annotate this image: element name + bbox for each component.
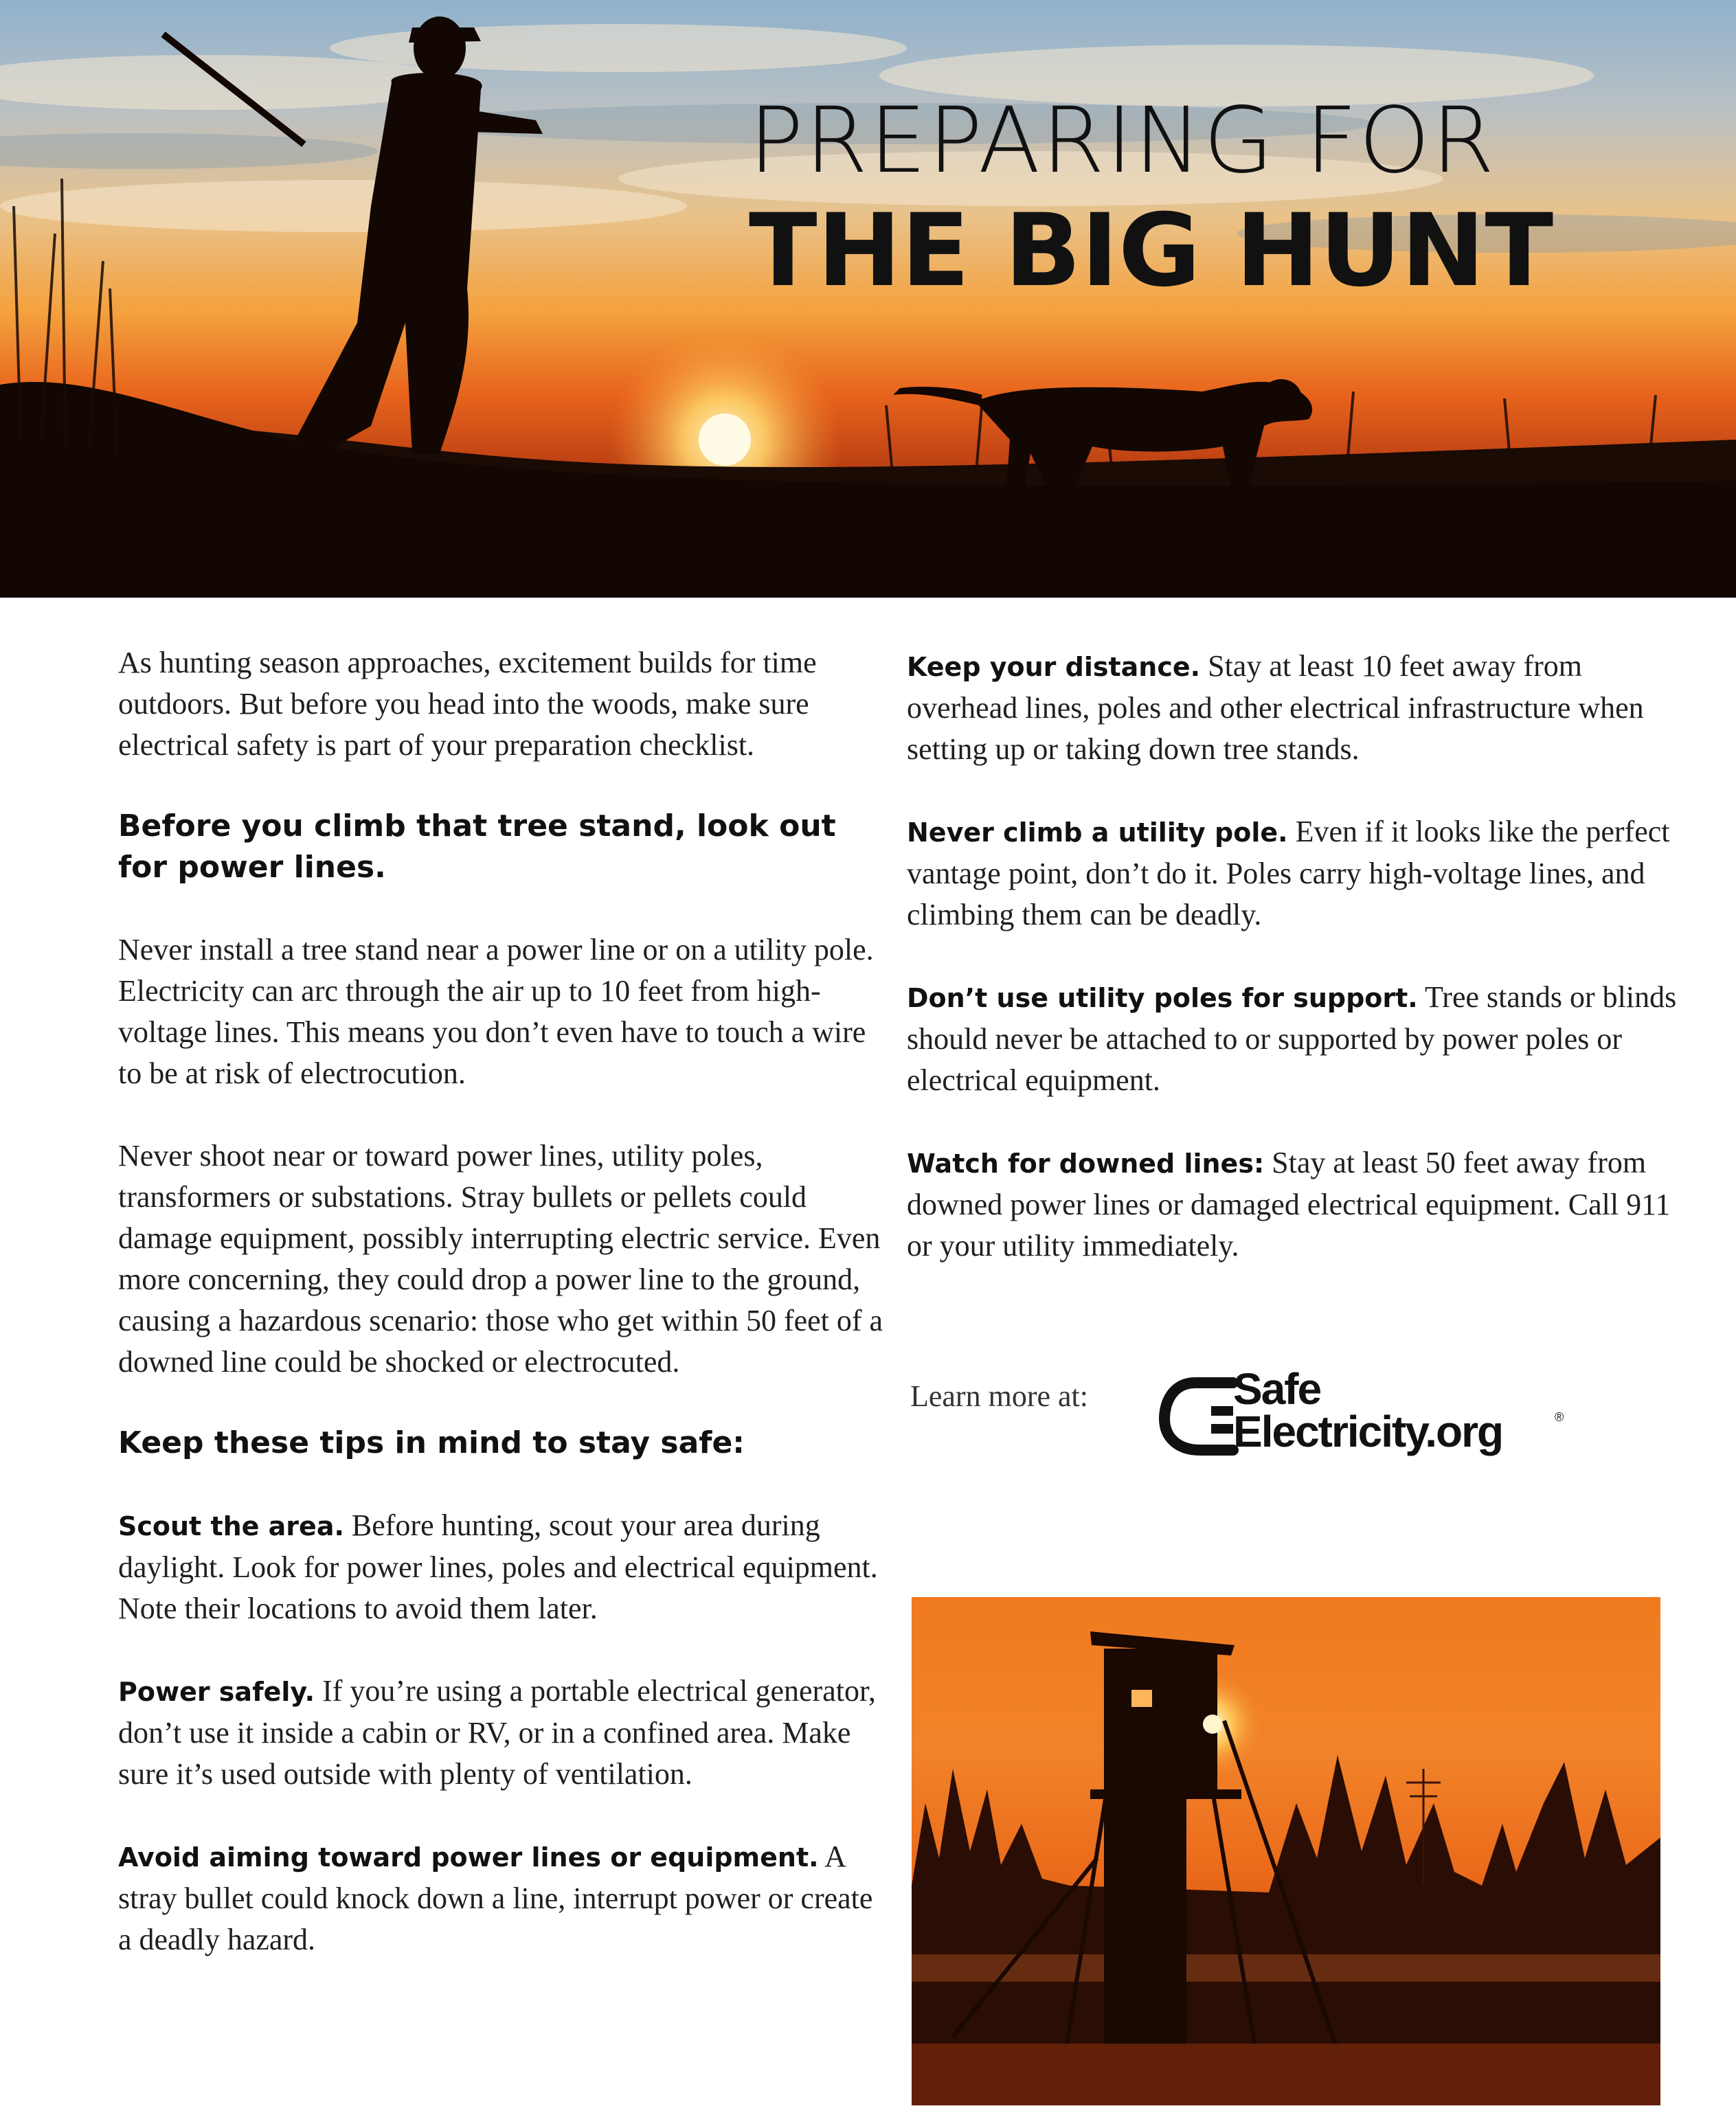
tip-lead: Don’t use utility poles for support. (907, 983, 1418, 1013)
tip-power (118, 1671, 888, 1795)
right-column (907, 646, 1683, 1267)
deer-stand-sunset-photo (912, 1597, 1660, 2105)
tip-text: Stay at least 50 feet away from downed power lines or damaged electrical equipment. Call 911 or your utility immediately. (907, 1146, 1671, 1263)
tip-text: Tree stands or blinds should never be attached to or supported by power poles or electrical equipment. (907, 980, 1677, 1097)
tip-lead: Power safely. (118, 1677, 315, 1707)
logo-text-line-1: Safe (1233, 1364, 1321, 1414)
tip-lead: Avoid aiming toward power lines or equipment. (118, 1842, 819, 1873)
tip-text: Stay at least 10 feet away from overhead lines, poles and other electrical infrastructure when setting up or taking down tree stands. (907, 649, 1644, 766)
tip-no-support (907, 977, 1683, 1101)
section-heading-power-lines: Before you climb that tree stand, look out for power lines. (118, 808, 836, 885)
shooting-paragraph: Never shoot near or toward power lines, utility poles, transformers or substations. Stray bullets or pellets could damage equipment, possibly interrupting electric service. Even more concerning, they could drop a power line to the ground, causing a hazardous scenario: those who get within 50 feet of a downed line could be shocked or electrocuted. (118, 1139, 883, 1379)
tip-lead: Scout the area. (118, 1511, 344, 1541)
logo-text-line-2: Electricity.org (1233, 1407, 1503, 1456)
hunting-stand-image (912, 1597, 1660, 2105)
tip-lead: Watch for downed lines: (907, 1149, 1265, 1179)
learn-more-label: Learn more at: (910, 1379, 1088, 1413)
tip-text: Even if it looks like the perfect vantage point, don’t do it. Poles carry high-voltage lines, and climbing them can be deadly. (907, 815, 1670, 931)
left-column (118, 642, 888, 1960)
page-title (749, 89, 1676, 309)
plug-icon (1158, 1364, 1240, 1467)
tip-text: If you’re using a portable electrical generator, don’t use it inside a cabin or RV, or in a confined area. Make sure it’s used outside with plenty of ventilation. (118, 1674, 876, 1791)
hero-banner (0, 0, 1736, 598)
title-line-2: THE BIG HUNT (749, 192, 1554, 309)
registered-mark: ® (1555, 1410, 1564, 1424)
section-heading-tips: Keep these tips in mind to stay safe: (118, 1425, 745, 1460)
tip-text: Before hunting, scout your area during daylight. Look for power lines, poles and electrical equipment. Note their locations to avoid them later. (118, 1508, 878, 1625)
tip-no-climb (907, 811, 1683, 936)
safe-electricity-logo[interactable] (1158, 1364, 1583, 1467)
tip-downed-lines (907, 1142, 1683, 1267)
tip-lead: Never climb a utility pole. (907, 817, 1288, 848)
tip-aiming (118, 1836, 888, 1960)
tip-text: A stray bullet could knock down a line, interrupt power or create a deadly hazard. (118, 1840, 873, 1956)
learn-more (910, 1364, 1666, 1467)
tip-distance (907, 646, 1683, 770)
intro-paragraph: As hunting season approaches, excitement builds for time outdoors. But before you head into the woods, make sure electrical safety is part of your preparation checklist. (118, 646, 817, 762)
tip-lead: Keep your distance. (907, 652, 1201, 682)
tip-scout (118, 1505, 888, 1629)
title-line-1: PREPARING FOR (749, 88, 1496, 194)
tree-stand-paragraph: Never install a tree stand near a power line or on a utility pole. Electricity can arc through the air up to 10 feet from high-voltage lines. This means you don’t even have to touch a wire to be at risk of electrocution. (118, 933, 874, 1090)
